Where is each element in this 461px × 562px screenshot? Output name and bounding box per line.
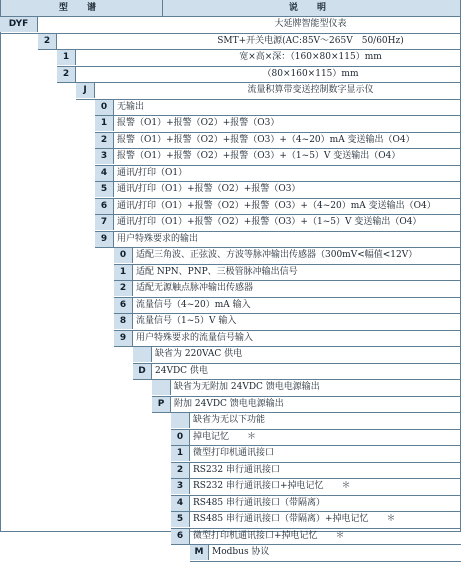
spec-description: 用户特殊要求的流量信号输入 <box>136 332 254 343</box>
row-rule <box>190 561 461 562</box>
spec-row <box>0 83 461 98</box>
spec-row <box>0 496 461 511</box>
spec-description: 24VDC 供电 <box>155 365 208 376</box>
spec-description: 报警（O1）+报警（O2）+报警（O3）+（4~20）mA 变送输出（O4） <box>117 134 415 145</box>
spec-row <box>0 512 461 527</box>
spec-description: RS485 串行通讯接口（带隔离） <box>193 497 325 508</box>
spec-code: 5 <box>171 512 190 527</box>
spec-description: 适配无源触点脉冲输出传感器 <box>136 283 254 293</box>
spec-description: 缺省为无附加 24VDC 馈电电源输出 <box>174 382 320 392</box>
spec-code: 2 <box>171 463 190 478</box>
spec-code: D <box>133 364 152 379</box>
spec-code: DYF <box>0 17 38 32</box>
spec-code: 1 <box>57 50 76 65</box>
spec-description: 流量积算带变送控制数字显示仪 <box>247 85 374 95</box>
spec-description: 大延牌智能型仪表 <box>274 19 347 29</box>
spec-description: 报警（O1）+报警（O2）+报警（O3）+（1~5）V 变送输出（O4） <box>117 151 401 161</box>
spec-description: SMT+开关电源(AC:85V～265V 50/60Hz) <box>217 35 404 46</box>
spec-row <box>0 298 461 313</box>
spec-description: 用户特殊要求的输出 <box>117 233 199 244</box>
spec-row <box>0 364 461 379</box>
spec-row <box>0 100 461 115</box>
spec-code: 1 <box>95 116 114 131</box>
header-divider <box>162 0 163 16</box>
spec-code <box>133 347 152 362</box>
spec-description: 适配 NPN、PNP、三极管脉冲输出信号 <box>136 266 298 277</box>
spec-row <box>0 34 461 49</box>
spec-description: 无输出 <box>117 101 145 112</box>
spec-row <box>0 430 461 445</box>
spec-code: 2 <box>38 34 57 49</box>
spec-code: 0 <box>95 100 114 115</box>
spec-code: 6 <box>114 298 133 313</box>
spec-code: J <box>76 83 95 98</box>
spec-row <box>0 116 461 131</box>
spec-code: 6 <box>95 199 114 214</box>
spec-row <box>0 133 461 148</box>
spec-description: 通讯/打印（O1）+报警（O2）+报警（O3）+（1~5）V 变送输出（O4） <box>117 217 422 227</box>
spec-description: RS232 串行通讯接口 <box>193 464 280 475</box>
spec-row <box>0 199 461 214</box>
spec-code: 1 <box>171 446 190 461</box>
spec-description: 流量信号（1~5）V 输入 <box>136 316 237 326</box>
spec-description: 掉电记忆 ＊ <box>193 431 257 442</box>
spec-row <box>0 265 461 280</box>
spec-code: M <box>190 545 209 560</box>
spec-row <box>0 331 461 346</box>
spec-row <box>0 413 461 428</box>
spec-description: 微型打印机通讯接口 <box>193 448 275 458</box>
header-model: 型 谱 <box>1 0 162 16</box>
spec-row <box>0 347 461 362</box>
spec-code: 5 <box>95 182 114 197</box>
spec-row <box>0 397 461 412</box>
spec-row <box>0 380 461 395</box>
spec-code: 4 <box>95 166 114 181</box>
spec-row <box>0 248 461 263</box>
spec-description: 通讯/打印（O1）+报警（O2）+报警（O3）+（4~20）mA 变送输出（O4） <box>117 200 436 211</box>
spec-description: Modbus 协议 <box>212 547 270 557</box>
spec-row <box>0 50 461 65</box>
spec-code <box>152 380 171 395</box>
spec-code <box>171 413 190 428</box>
spec-row <box>0 479 461 494</box>
spec-code: 3 <box>95 149 114 164</box>
spec-description: 报警（O1）+报警（O2）+报警（O3） <box>117 118 280 128</box>
spec-code: 8 <box>114 314 133 329</box>
spec-code: 9 <box>95 232 114 247</box>
spec-description: 缺省为 220VAC 供电 <box>155 349 243 359</box>
spec-description: 缺省为无以下功能 <box>193 415 266 425</box>
spec-row <box>0 166 461 181</box>
spec-code: 7 <box>95 215 114 230</box>
spec-description: （80×160×115）mm <box>262 68 359 79</box>
spec-row <box>0 215 461 230</box>
spec-row <box>0 232 461 247</box>
spec-row <box>0 545 461 560</box>
spec-row <box>0 281 461 296</box>
spec-code: P <box>152 397 171 412</box>
spec-description: 宽×高×深：（160×80×115）mm <box>239 52 382 62</box>
spec-code: 0 <box>114 248 133 263</box>
spec-description: 适配三角波、正弦波、方波等脉冲输出传感器（300mV<幅值<12V） <box>136 250 418 260</box>
spec-row <box>0 17 461 32</box>
spec-code: 6 <box>171 529 190 544</box>
spec-description: 通讯/打印（O1）+报警（O2）+报警（O3） <box>117 184 301 194</box>
spec-description: 微型打印机通讯接口+掉电记忆 ＊ <box>193 530 345 541</box>
spec-description: 通讯/打印（O1） <box>117 167 188 178</box>
spec-code: 2 <box>95 133 114 148</box>
spec-description: RS232 串行通讯接口+掉电记忆 ＊ <box>193 481 351 491</box>
spec-row <box>0 182 461 197</box>
spec-row <box>0 463 461 478</box>
spec-row <box>0 529 461 544</box>
spec-description: 流量信号（4~20）mA 输入 <box>136 299 251 310</box>
spec-code: 2 <box>114 281 133 296</box>
spec-row <box>0 446 461 461</box>
spec-code: 3 <box>171 479 190 494</box>
header-description: 说 明 <box>163 0 460 16</box>
spec-code: 1 <box>114 265 133 280</box>
spec-code: 2 <box>57 67 76 82</box>
spec-row <box>0 149 461 164</box>
spec-code: 0 <box>171 430 190 445</box>
spec-description: RS485 串行通讯接口（带隔离）+掉电记忆 ＊ <box>193 514 396 524</box>
spec-description: 附加 24VDC 馈电电源输出 <box>174 398 284 409</box>
spec-row <box>0 67 461 82</box>
spec-row <box>0 314 461 329</box>
spec-code: 4 <box>171 496 190 511</box>
spec-code: 9 <box>114 331 133 346</box>
